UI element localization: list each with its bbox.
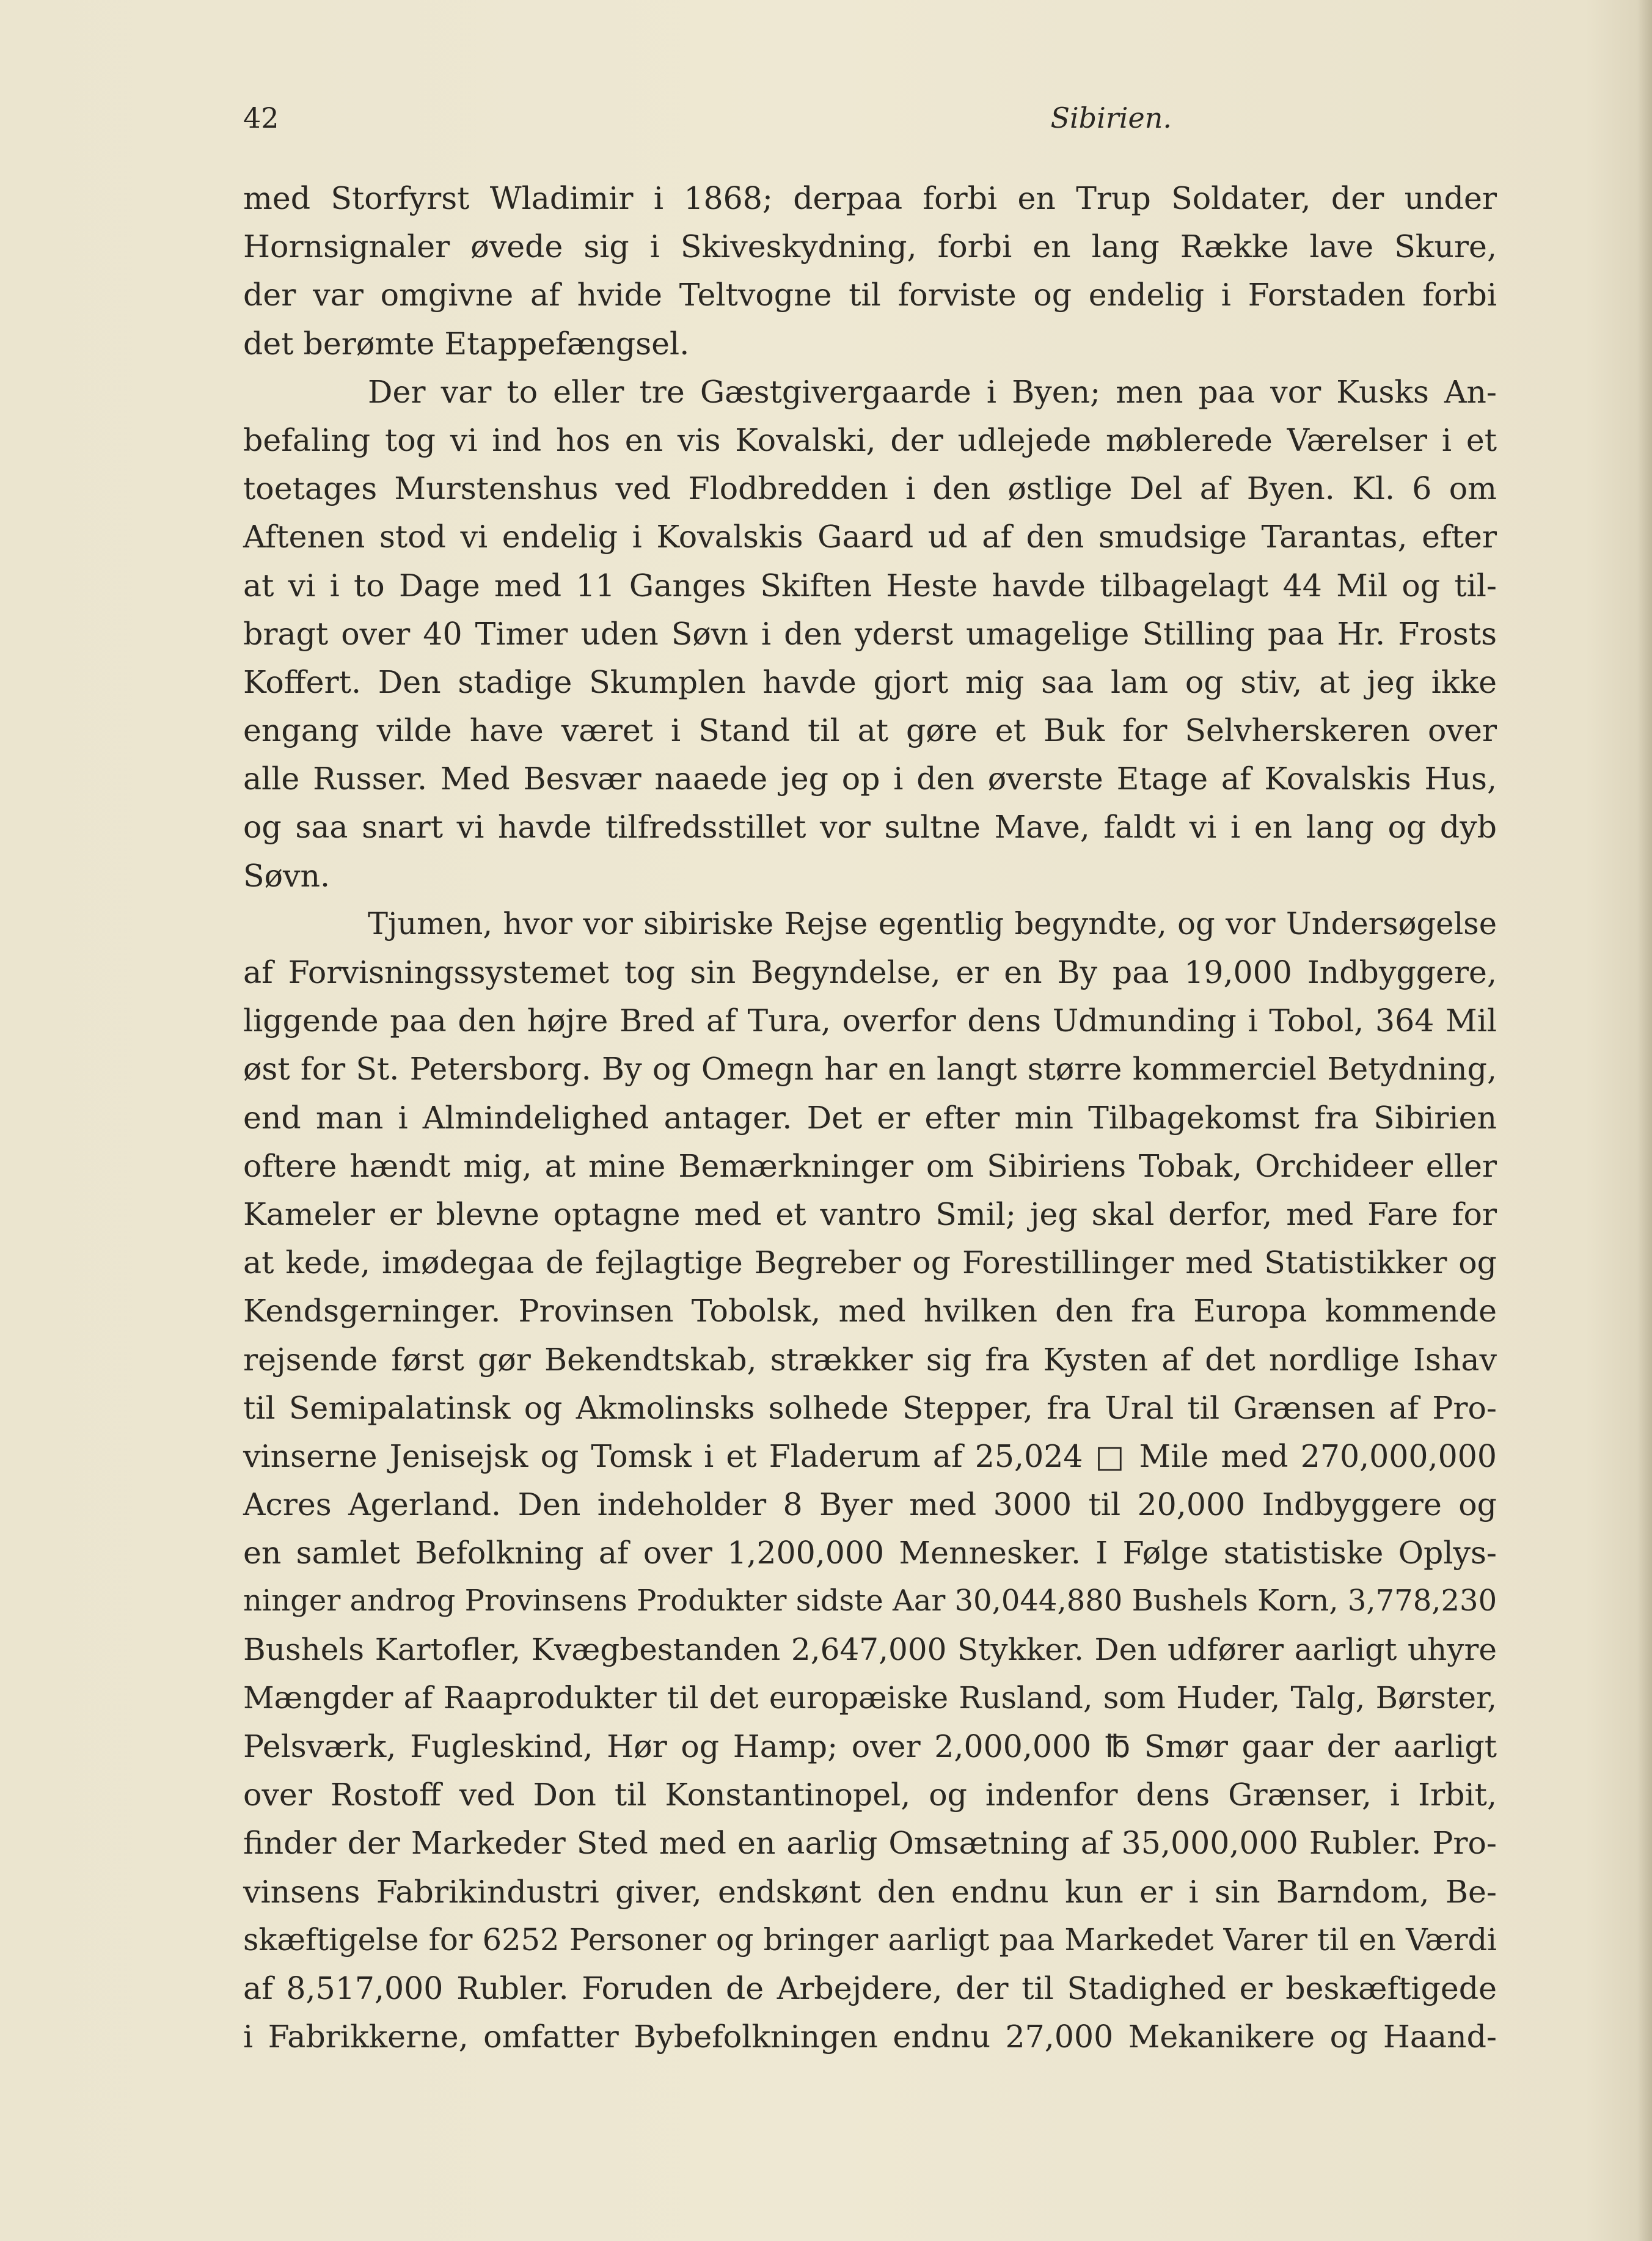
text-line: til Semipalatinsk og Akmolinsks solhede Stepper, fra Ural til Grænsen af Pro- bbox=[243, 1389, 1497, 1426]
text-line: liggende paa den højre Bred af Tura, overfor dens Udmunding i Tobol, 364 Mil bbox=[243, 1003, 1497, 1039]
page-number: 42 bbox=[243, 101, 279, 134]
text-line: af Forvisningssystemet tog sin Begyndelse, er en By paa 19,000 Indbyggere, bbox=[243, 954, 1497, 990]
text-line: Kendsgerninger. Provinsen Tobolsk, med hvilken den fra Europa kommende bbox=[243, 1293, 1497, 1329]
text-line: Kameler er blevne optagne med et vantro Smil; jeg skal derfor, med Fare for bbox=[243, 1196, 1497, 1232]
text-line: og saa snart vi havde tilfredsstillet vor sultne Mave, faldt vi i en lang og dyb bbox=[243, 809, 1497, 846]
text-line: ninger androg Provinsens Produkter sidste Aar 30,044,880 Bushels Korn, 3,778,230 bbox=[243, 1584, 1497, 1618]
text-line: vinsens Fabrikindustri giver, endskønt den endnu kun er i sin Barndom, Be- bbox=[243, 1873, 1497, 1910]
text-line: end man i Almindelighed antager. Det er efter min Tilbagekomst fra Sibirien bbox=[243, 1099, 1497, 1136]
text-line: Aftenen stod vi endelig i Kovalskis Gaard ud af den smudsige Tarantas, efter bbox=[243, 519, 1497, 555]
text-line: Søvn. bbox=[243, 857, 331, 894]
text-line: bragt over 40 Timer uden Søvn i den yderst umagelige Stilling paa Hr. Frosts bbox=[243, 615, 1497, 652]
page-edge-shadow bbox=[1637, 0, 1652, 2241]
text-line: at vi i to Dage med 11 Ganges Skiften Heste havde tilbagelagt 44 Mil og til- bbox=[243, 567, 1497, 604]
text-line: befaling tog vi ind hos en vis Kovalski, der udlejede møblerede Værelser i et bbox=[243, 422, 1497, 458]
text-line: øst for St. Petersborg. By og Omegn har en langt større kommerciel Betydning, bbox=[243, 1051, 1497, 1088]
text-line: toetages Murstenshus ved Flodbredden i den østlige Del af Byen. Kl. 6 om bbox=[243, 470, 1497, 507]
text-line: med Storfyrst Wladimir i 1868; derpaa forbi en Trup Soldater, der under bbox=[243, 180, 1497, 216]
text-line: skæftigelse for 6252 Personer og bringer aarligt paa Markedet Varer til en Værdi bbox=[243, 1921, 1497, 1958]
text-line: vinserne Jenisejsk og Tomsk i et Fladerum af 25,024 □ Mile med 270,000,000 bbox=[243, 1438, 1497, 1474]
text-line: Koffert. Den stadige Skumplen havde gjort mig saa lam og stiv, at jeg ikke bbox=[243, 664, 1497, 700]
page-header bbox=[243, 97, 1497, 139]
text-line: i Fabrikkerne, omfatter Bybefolkningen endnu 27,000 Mekanikere og Haand- bbox=[243, 2019, 1497, 2055]
text-line: det berømte Etappefængsel. bbox=[243, 325, 690, 362]
text-line: Pelsværk, Fugleskind, Hør og Hamp; over 2,000,000 ℔ Smør gaar der aarligt bbox=[243, 1728, 1497, 1764]
running-title: Sibirien. bbox=[1050, 101, 1172, 134]
text-line: oftere hændt mig, at mine Bemærkninger om Sibiriens Tobak, Orchideer eller bbox=[243, 1147, 1497, 1184]
paragraph-start-line: Tjumen, hvor vor sibiriske Rejse egentlig begyndte, og vor Undersøgelse bbox=[368, 905, 1497, 941]
text-line: Mængder af Raaprodukter til det europæiske Rusland, som Huder, Talg, Børster, bbox=[243, 1680, 1497, 1716]
text-line: der var omgivne af hvide Teltvogne til forviste og endelig i Forstaden forbi bbox=[243, 277, 1497, 313]
body-text bbox=[243, 174, 1497, 2061]
paragraph-start-line: Der var to eller tre Gæstgivergaarde i Byen; men paa vor Kusks An- bbox=[368, 373, 1497, 410]
text-line: en samlet Befolkning af over 1,200,000 Mennesker. I Følge statistiske Oplys- bbox=[243, 1535, 1497, 1571]
text-line: Acres Agerland. Den indeholder 8 Byer med 3000 til 20,000 Indbyggere og bbox=[243, 1486, 1497, 1523]
text-line: Bushels Kartofler, Kvægbestanden 2,647,000 Stykker. Den udfører aarligt uhyre bbox=[243, 1631, 1497, 1667]
text-line: engang vilde have været i Stand til at gøre et Buk for Selvherskeren over bbox=[243, 712, 1497, 749]
text-line: af 8,517,000 Rubler. Foruden de Arbejdere, der til Stadighed er beskæftigede bbox=[243, 1970, 1497, 2006]
text-line: alle Russer. Med Besvær naaede jeg op i den øverste Etage af Kovalskis Hus, bbox=[243, 761, 1497, 797]
text-line: finder der Markeder Sted med en aarlig Omsætning af 35,000,000 Rubler. Pro- bbox=[243, 1825, 1497, 1862]
text-line: over Rostoff ved Don til Konstantinopel, og indenfor dens Grænser, i Irbit, bbox=[243, 1777, 1497, 1813]
text-line: Hornsignaler øvede sig i Skiveskydning, forbi en lang Række lave Skure, bbox=[243, 228, 1497, 265]
text-line: rejsende først gør Bekendtskab, strækker sig fra Kysten af det nordlige Ishav bbox=[243, 1341, 1497, 1378]
text-line: at kede, imødegaa de fejlagtige Begreber og Forestillinger med Statistikker og bbox=[243, 1245, 1497, 1281]
